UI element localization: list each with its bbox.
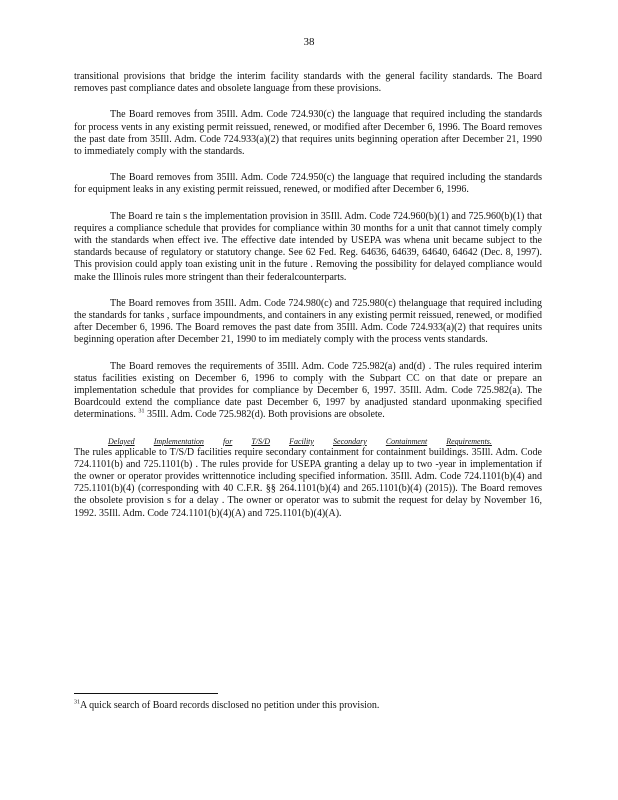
paragraph-transitional-provisions: transitional provisions that bridge the interim facility standards with the general facility standards. The Board removes past compliance dates and obsolete language from these provisions. (74, 71, 542, 95)
page-number: 38 (303, 36, 315, 48)
paragraph-equipment-leaks: The Board removes from 35Ill. Adm. Code 724.950(c) the language that required including the standards for equipment leaks in any existing permit reissued, renewed, or modified after December 6, 1996. (74, 172, 542, 196)
footnote-reference[interactable]: 31 (138, 409, 145, 416)
heading-word: T/S/D (251, 436, 271, 446)
heading-word: Requirements. (446, 436, 492, 446)
heading-word: Containment (385, 436, 428, 446)
paragraph-subpart-cc-text: The Board removes the requirements of 35Ill. Adm. Code 725.982(a) and(d) . The rules required interim status facilities existing on December 6, 1996 to comply with the Subpart CC on that date or prepare an implementation schedule that provides for compliance by December 6, 1997. 35Ill. Adm. Code 725.982(a). The Boardcould extend the compliance date past December 6, 1997 by anadjusted standard uponmaking specified determinations. (74, 360, 542, 421)
paragraph-subpart-cc-tail: 35Ill. Adm. Code 725.982(d). Both provisions are obsolete. (146, 409, 385, 421)
paragraph-implementation-provision: The Board re tain s the implementation provision in 35Ill. Adm. Code 724.960(b)(1) and 725.960(b)(1) that requires a compliance schedule that provides for compliance within 30 months for a unit that cannot timely comply with the standards when effect ive. The effective date intended by USEPA was whena unit became subject to the standards because of regulatory or statutory change. See 62 Fed. Reg. 64636, 64639, 64640, 64642 (Dec. 8, 1997). This provision could apply toan existing unit in the future . Removing the possibility for delayed compliance would make the Illinois rules more stringent than their federalcounterparts. (74, 210, 542, 283)
footnote (74, 700, 542, 712)
paragraph-subpart-cc (74, 361, 542, 422)
footnote-text: A quick search of Board records disclosed no petition under this provision. (80, 700, 380, 711)
paragraph-secondary-containment: The rules applicable to T/S/D facilities require secondary containment for containment buildings. 35Ill. Adm. Code 724.1101(b) and 725.1101(b) . The rules provide for USEPA granting a delay up to two -year in implementation if the owner or operator provides writtennotice including specified information. 35Ill. Adm. Code 724.1101(b)(4) and 725.1101(b)(4) (corresponding with 40 C.F.R. §§ 264.1101(b)(4) and 265.1101(b)(4) (2015)). The Board removes the obsolete provision s for a delay . The owner or operator was to submit the request for delay by November 16, 1992. 35Ill. Adm. Code 724.1101(b)(4)(A) and 725.1101(b)(4)(A). (74, 446, 542, 519)
footnote-divider (74, 693, 218, 694)
paragraph-tanks-impoundments: The Board removes from 35Ill. Adm. Code 724.980(c) and 725.980(c) thelanguage that required including the standards for tanks , surface impoundments, and containers in any existing permit reissued, renewed, or modified after December 6, 1996. The Board removes the past date from 35Ill. Adm. Code 724.933(a)(2) that requires units beginning operation after December 21, 1990 to im mediately comply with the process vents standards. (74, 297, 542, 346)
section-heading (74, 436, 492, 447)
heading-word: Delayed (108, 436, 135, 446)
footnote-marker: 31 (74, 699, 80, 706)
paragraph-process-vents: The Board removes from 35Ill. Adm. Code 724.930(c) the language that required including the standards for process vents in any existing permit reissued, renewed, or modified after December 6, 1996. The Board removes the past date from 35Ill. Adm. Code 724.933(a)(2) that requires units beginning operation after December 21, 1990 to immediately comply with the standards. (74, 109, 542, 158)
heading-word: Facility (289, 436, 314, 446)
heading-word: Secondary (333, 436, 367, 446)
heading-word: for (222, 436, 233, 446)
heading-word: Implementation (153, 436, 204, 446)
document-body (74, 71, 542, 534)
